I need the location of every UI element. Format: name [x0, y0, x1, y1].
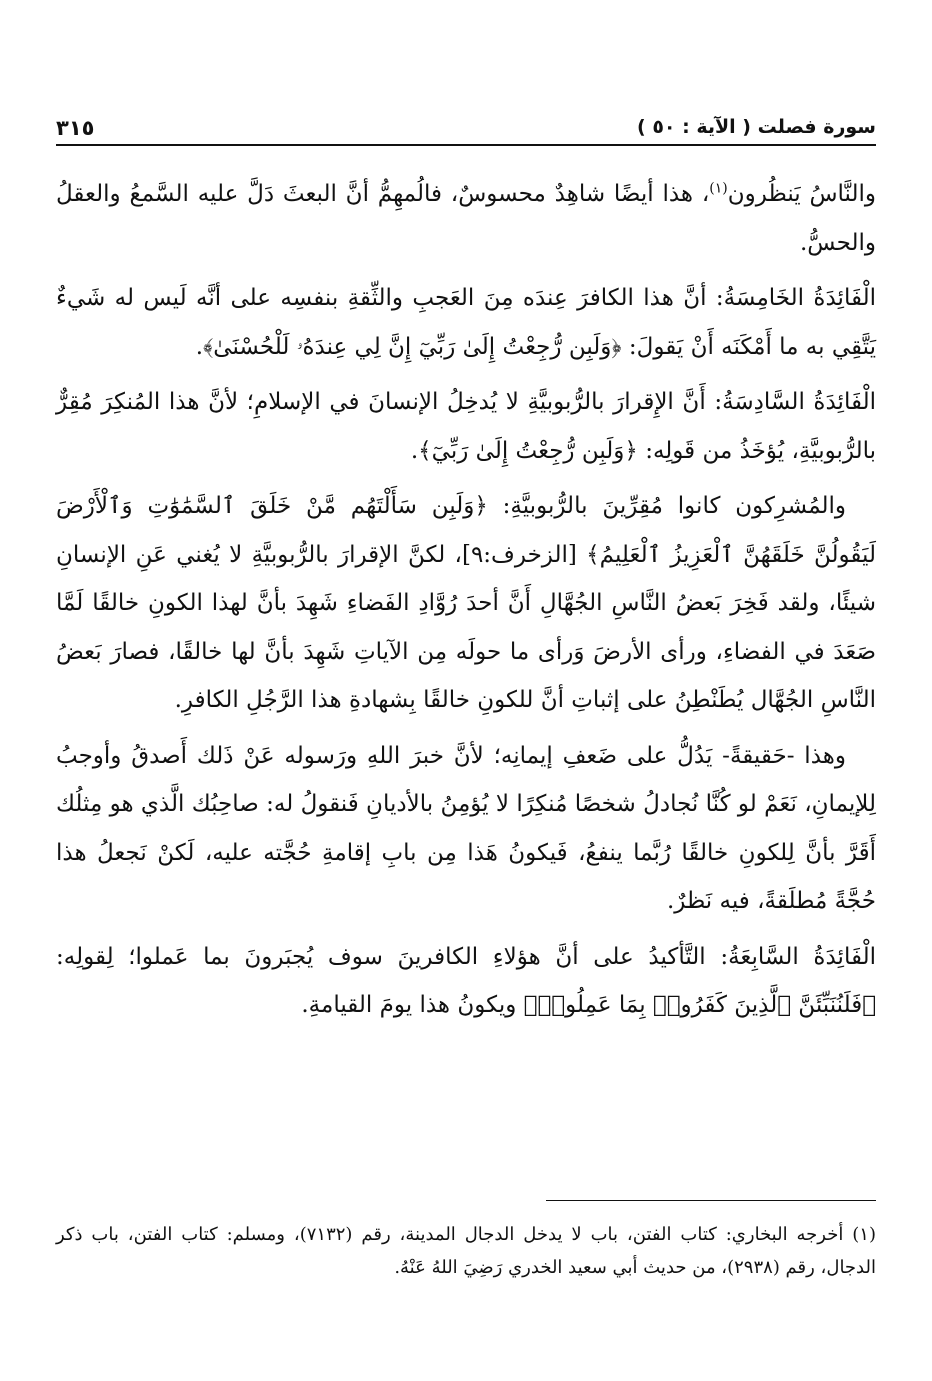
paragraph-benefit-7: الْفَائِدَةُ السَّابِعَةُ: التَّأكيدُ على أنَّ هؤلاءِ الكافرينَ سوف يُجبَرونَ بما عَملوا؛ لِقولِه: ﴿فَلَنُنَبِّئَنَّ ٱلَّذِينَ كَفَرُوا۟ بِمَا عَمِلُوا۟﴾ ويكونُ هذا يومَ القيامةِ. [56, 943, 876, 1018]
paragraph-polytheists: والمُشرِكون كانوا مُقِرِّينَ بالرُّبوبيَّةِ: ﴿وَلَبِن سَأَلْتَهُم مَّنْ خَلَقَ ٱلسَّمَٰوَٰتِ وَٱلْأَرْضَ لَيَقُولُنَّ خَلَقَهُنَّ ٱلْعَزِيزُ ٱلْعَلِيمُ﴾ [الزخرف:٩]، لكنَّ الإقرارَ بالرُّبوبيَّةِ لا يُغني عَنِ الإنسانِ شيئًا، ولقد فَخِرَ بَعضُ النَّاسِ الجُهَّالِ أَنَّ أحدَ رُوَّادِ الفَضاءِ شَهِدَ بأنَّ لهذا الكونِ خالقًا لَمَّا صَعَدَ في الفضاءِ، ورأى الأرضَ وَرأى ما حولَه مِن الآياتِ شَهِدَ بأنَّ لها خالقًا، فصارَ بَعضُ النَّاسِ الجُهَّال يُطَنْطِنُ على إثباتِ أنَّ للكونِ خالقًا بِشهادةِ هذا الرَّجُلِ الكافرِ. [56, 493, 876, 713]
paragraph-1-start: والنَّاسُ يَنظُرون [727, 181, 876, 207]
paragraph-1-rest: ، هذا أيضًا شاهِدٌ محسوسٌ، فالُمهِمُّ أنَّ البعثَ دَلَّ عليه السَّمعُ والعقلُ والحسُّ. [56, 181, 876, 256]
paragraph-benefit-5: الْفَائِدَةُ الخَامِسَةُ: أنَّ هذا الكافرَ عِندَه مِنَ العَجبِ والثِّقةِ بنفسِه على أنَّه لَيس له شَيءٌ يَتَّقِي به ما أَمْكَنَه أَنْ يَقولَ: ﴿وَلَبِن رُّجِعْتُ إِلَىٰ رَبِّيٓ إِنَّ لِي عِندَهُۥ لَلْحُسْنَىٰ﴾. [56, 285, 876, 360]
main-text [56, 170, 876, 1037]
paragraph-1 [56, 170, 876, 267]
footnote-separator [546, 1200, 876, 1201]
page-number: ٣١٥ [56, 116, 95, 140]
paragraph-weak-faith: وهذا -حَقيقةً- يَدُلُّ على ضَعفِ إيمانِه؛ لأنَّ خبرَ اللهِ ورَسوله عَنْ ذَلك أَصدقُ وأوجبُ لِلإيمانِ، نَعَمْ لو كُنَّا نُجادلُ شخصًا مُنكِرًا لا يُؤمِنُ بالأديانِ فَنقولُ له: صاحِبُك الَّذي هو مِثلُك أَقَرَّ بأنَّ لِلكونِ خالقًا رُبَّما ينفعُ، فَيكونُ هَذا مِن بابِ إقامةِ حُجَّته عليه، لَكنْ نَجعلُ هذا حُجَّةً مُطلَقةً، فيه نَظرٌ. [56, 742, 876, 914]
paragraph-benefit-6: الْفَائِدَةُ السَّادِسَةُ: أَنَّ الإِقرارَ بالرُّبوبيَّةِ لا يُدخِلُ الإنسانَ في الإسلامِ؛ لأنَّ هذا المُنكِرَ مُقِرٌّ بالرُّبوبيَّةِ، يُؤخَذُ من قَولِه: ﴿وَلَبِن رُّجِعْتُ إِلَىٰ رَبِّيٓ﴾. [56, 389, 876, 464]
footnote: (١) أخرجه البخاري: كتاب الفتن، باب لا يدخل الدجال المدينة، رقم (٧١٣٢)، ومسلم: كتاب الفتن، باب ذكر الدجال، رقم (٢٩٣٨)، من حديث أبي سعيد الخدري رَضِيَ اللهُ عَنْهُ. [56, 1224, 876, 1278]
footnote-reference[interactable]: (١) [709, 180, 728, 197]
page-header [56, 104, 876, 146]
surah-title: سورة فصلت ( الآية : ٥٠ ) [637, 116, 876, 138]
